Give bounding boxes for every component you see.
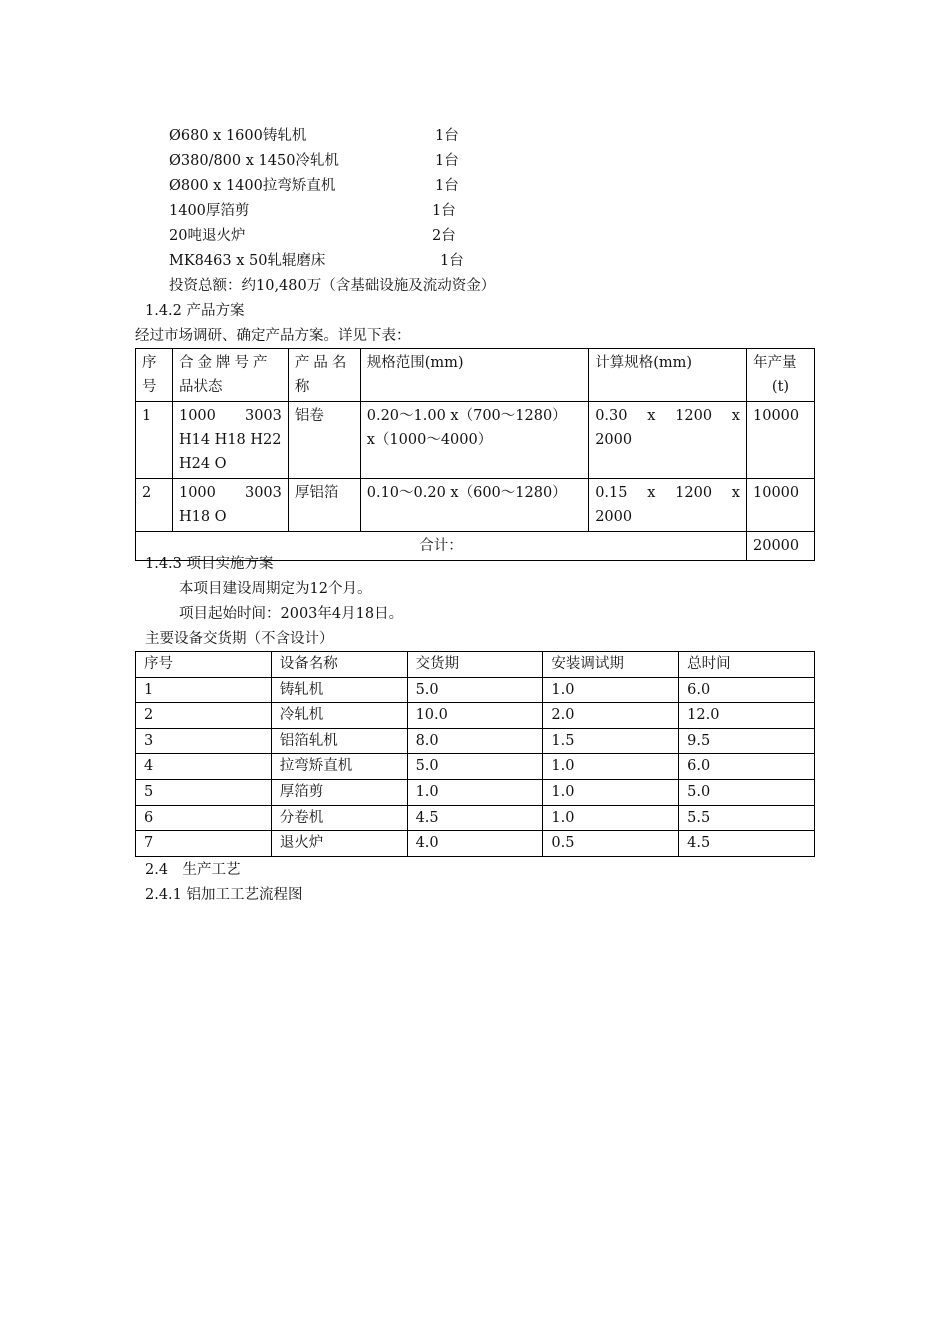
table-cell: 0.30 x 1200 x 2000 <box>589 402 747 479</box>
header-cell: 规格范围(mm) <box>360 349 588 402</box>
total-value: 20000 <box>747 532 815 561</box>
table-row <box>136 779 815 805</box>
table-cell: 5.5 <box>679 805 815 831</box>
table-cell: 1 <box>136 677 272 703</box>
table-cell: 拉弯矫直机 <box>271 754 407 780</box>
table-cell: 铸轧机 <box>271 677 407 703</box>
total-label: 合计： <box>136 532 747 561</box>
table-row <box>136 479 815 532</box>
header-cell: 序 号 <box>136 349 173 402</box>
section-heading: 2.4 生产工艺 <box>145 862 241 878</box>
table-cell: 1.0 <box>407 779 543 805</box>
table-cell: 2 <box>136 479 173 532</box>
table-row <box>136 728 815 754</box>
table-cell: 厚铝箔 <box>288 479 360 532</box>
table-cell: 5.0 <box>407 677 543 703</box>
section-heading: 2.4.1 铝加工工艺流程图 <box>145 887 303 903</box>
header-cell: 总时间 <box>679 652 815 678</box>
table-cell: 铝箔轧机 <box>271 728 407 754</box>
table-cell: 4.0 <box>407 831 543 857</box>
table-row <box>136 703 815 729</box>
header-cell: 计算规格(mm) <box>589 349 747 402</box>
table-cell: 厚箔剪 <box>271 779 407 805</box>
table-cell: 9.5 <box>679 728 815 754</box>
table-row <box>136 805 815 831</box>
table-cell: 0.5 <box>543 831 679 857</box>
table-row <box>136 831 815 857</box>
table-cell: 12.0 <box>679 703 815 729</box>
table-cell: 退火炉 <box>271 831 407 857</box>
table-cell: 1.0 <box>543 805 679 831</box>
table-cell: 6.0 <box>679 754 815 780</box>
section-heading: 1.4.3 项目实施方案 <box>145 556 274 572</box>
investment-total: 投资总额：约10,480万（含基础设施及流动资金） <box>169 278 496 294</box>
header-cell: 交货期 <box>407 652 543 678</box>
table-cell: 2.0 <box>543 703 679 729</box>
table-cell: 铝卷 <box>288 402 360 479</box>
delivery-table <box>135 651 815 857</box>
table-cell: 5 <box>136 779 272 805</box>
section-heading: 1.4.2 产品方案 <box>145 303 245 319</box>
table-row <box>136 402 815 479</box>
table-cell: 4 <box>136 754 272 780</box>
table-cell: 4.5 <box>679 831 815 857</box>
table-cell: 4.5 <box>407 805 543 831</box>
table-cell: 6 <box>136 805 272 831</box>
table-title: 主要设备交货期（不含设计） <box>145 631 334 647</box>
table-cell: 0.15 x 1200 x 2000 <box>589 479 747 532</box>
table-cell: 8.0 <box>407 728 543 754</box>
table-cell: 7 <box>136 831 272 857</box>
product-table <box>135 348 815 561</box>
table-header-row <box>136 652 815 678</box>
table-cell: 1.0 <box>543 779 679 805</box>
table-cell: 1000 3003 H18 O <box>172 479 288 532</box>
table-cell: 1 <box>136 402 173 479</box>
header-cell: 产品名 称 <box>288 349 360 402</box>
table-cell: 1000 3003 H14 H18 H22 H24 O <box>172 402 288 479</box>
table-cell: 0.20～1.00 x（700～1280） x（1000～4000） <box>360 402 588 479</box>
table-cell: 6.0 <box>679 677 815 703</box>
table-cell: 10000 <box>747 479 815 532</box>
paragraph: 本项目建设周期定为12个月。 <box>179 581 372 597</box>
paragraph: 经过市场调研、确定产品方案。详见下表： <box>135 328 411 344</box>
table-header-row <box>136 349 815 402</box>
table-cell: 5.0 <box>407 754 543 780</box>
header-cell: 序号 <box>136 652 272 678</box>
table-cell: 0.10～0.20 x（600～1280） <box>360 479 588 532</box>
table-cell: 10000 <box>747 402 815 479</box>
table-cell: 5.0 <box>679 779 815 805</box>
table-cell: 冷轧机 <box>271 703 407 729</box>
table-cell: 2 <box>136 703 272 729</box>
header-cell: 年产量 (t) <box>747 349 815 402</box>
table-cell: 1.5 <box>543 728 679 754</box>
table-cell: 1.0 <box>543 754 679 780</box>
table-row <box>136 754 815 780</box>
table-cell: 10.0 <box>407 703 543 729</box>
header-cell: 设备名称 <box>271 652 407 678</box>
paragraph: 项目起始时间：2003年4月18日。 <box>179 606 404 622</box>
table-cell: 分卷机 <box>271 805 407 831</box>
header-cell: 安装调试期 <box>543 652 679 678</box>
table-cell: 3 <box>136 728 272 754</box>
table-cell: 1.0 <box>543 677 679 703</box>
header-cell: 合金牌号产 品状态 <box>172 349 288 402</box>
table-row <box>136 677 815 703</box>
